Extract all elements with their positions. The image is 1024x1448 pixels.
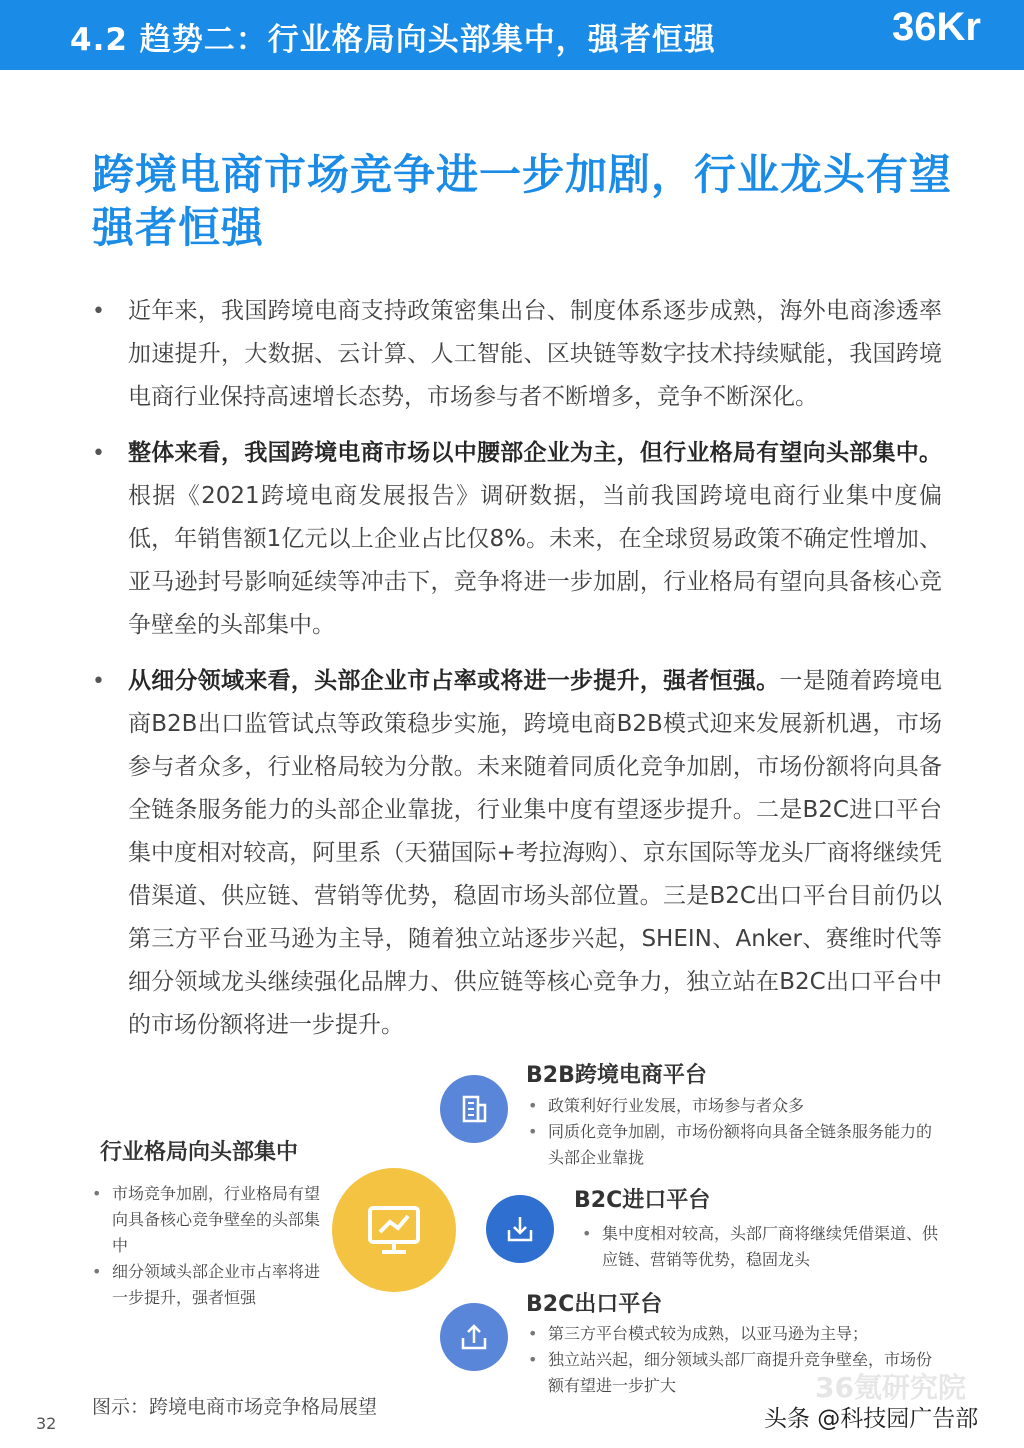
monitor-chart-icon <box>364 1200 424 1260</box>
b2c-import-list <box>580 1221 940 1273</box>
b2b-title: B2B跨境电商平台 <box>526 1063 707 1088</box>
bullet-item <box>92 660 942 1047</box>
download-icon <box>505 1214 535 1244</box>
page-heading-line2: 强者恒强 <box>92 203 265 252</box>
b2c-import-title: B2C进口平台 <box>574 1188 711 1213</box>
page-heading <box>92 148 952 254</box>
bullet-text: 根据《2021跨境电商发展报告》调研数据，当前我国跨境电商行业集中度偏低，年销售额1亿元以上企业占比仅8%。未来，在全球贸易政策不确定性增加、亚马逊封号影响延续等冲击下，竞争将进一步加剧，行业格局有望向具备核心竞争壁垒的头部集中。 <box>128 483 942 638</box>
bullet-text: 近年来，我国跨境电商支持政策密集出台、制度体系逐步成熟，海外电商渗透率加速提升，大数据、云计算、人工智能、区块链等数字技术持续赋能，我国跨境电商行业保持高速增长态势，市场参与者不断增多，竞争不断深化。 <box>128 298 942 410</box>
building-icon <box>459 1094 489 1124</box>
section-title: 4.2 趋势二：行业格局向头部集中，强者恒强 <box>70 22 716 58</box>
b2c-import-list-item: • 集中度相对较高，头部厂商将继续凭借渠道、供应链、营销等优势，稳固龙头 <box>580 1221 940 1273</box>
center-list <box>88 1181 328 1311</box>
bullet-dot-icon: • <box>92 669 105 694</box>
upload-icon <box>459 1322 489 1352</box>
b2c-export-title: B2C出口平台 <box>526 1292 663 1317</box>
b2c-import-circle <box>486 1195 554 1263</box>
bullet-dot-icon: • <box>92 441 105 466</box>
header-bar <box>0 0 1024 70</box>
b2b-list <box>526 1093 946 1171</box>
b2b-list-item: • 政策利好行业发展，市场参与者众多 <box>526 1093 946 1119</box>
page-number: 32 <box>36 1414 57 1433</box>
center-list-item: • 细分领域头部企业市占率将进一步提升，强者恒强 <box>88 1259 328 1311</box>
b2b-circle <box>440 1075 508 1143</box>
bullet-item <box>92 432 942 647</box>
bullet-text: 一是随着跨境电商B2B出口监管试点等政策稳步实施，跨境电商B2B模式迎来发展新机遇，市场参与者众多，行业格局较为分散。未来随着同质化竞争加剧，市场份额将向具备全链条服务能力的头部企业靠拢，行业集中度有望逐步提升。二是B2C进口平台集中度相对较高，阿里系（天猫国际+考拉海购）、京东国际等龙头厂商将继续凭借渠道、供应链、营销等优势，稳固市场头部位置。三是B2C出口平台目前仍以第三方平台亚马逊为主导，随着独立站逐步兴起，SHEIN、Anker、赛维时代等细分领域龙头继续强化品牌力、供应链等核心竞争力，独立站在B2C出口平台中的市场份额将进一步提升。 <box>128 668 943 1038</box>
bullet-bold: 从细分领域来看，头部企业市占率或将进一步提升，强者恒强。 <box>128 668 780 694</box>
36kr-logo-icon <box>884 0 1024 70</box>
bullet-bold: 整体来看，我国跨境电商市场以中腰部企业为主，但行业格局有望向头部集中。 <box>128 440 942 466</box>
b2b-list-item: • 同质化竞争加剧，市场份额将向具备全链条服务能力的头部企业靠拢 <box>526 1119 946 1171</box>
bullet-dot-icon: • <box>92 299 105 324</box>
b2c-export-list-item: • 第三方平台模式较为成熟，以亚马逊为主导； <box>526 1321 936 1347</box>
b2c-export-list-item: • 独立站兴起，细分领域头部厂商提升竞争壁垒，市场份额有望进一步扩大 <box>526 1347 936 1399</box>
center-title: 行业格局向头部集中 <box>100 1140 299 1165</box>
bullet-list <box>92 290 942 1060</box>
figure-caption: 图示：跨境电商市场竞争格局展望 <box>92 1396 378 1418</box>
center-list-item: • 市场竞争加剧，行业格局有望向具备核心竞争壁垒的头部集中 <box>88 1181 328 1259</box>
page-heading-line1: 跨境电商市场竞争进一步加剧，行业龙头有望 <box>92 150 953 199</box>
watermark: 36氪研究院 <box>815 1371 966 1404</box>
logo-text-36: 36Kr <box>892 5 981 49</box>
bullet-item <box>92 290 942 419</box>
center-circle <box>332 1168 456 1292</box>
source-credit: 头条 @科技园广告部 <box>764 1406 979 1432</box>
b2c-export-circle <box>440 1303 508 1371</box>
